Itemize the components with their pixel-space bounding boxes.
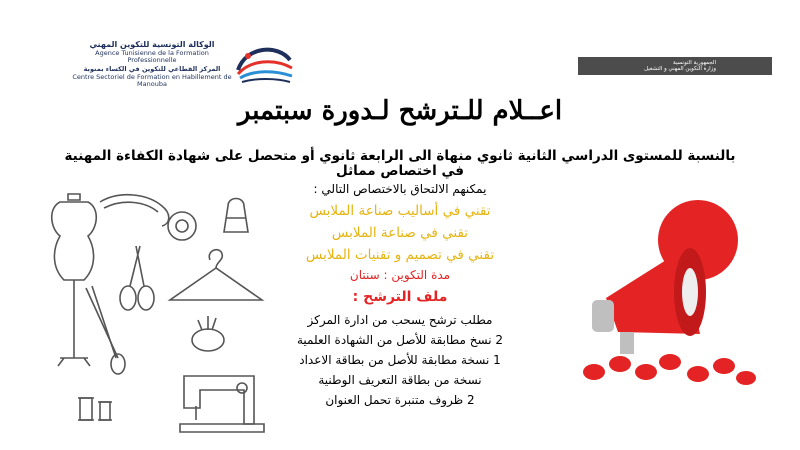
specialty-item: تقني في صناعة الملابس — [331, 225, 469, 241]
requirement-item: 2 ظروف متنبرة تحمل العنوان — [325, 393, 475, 407]
center-name-ar: المركز القطاعي للتكوين في الكساء بمنوبة — [83, 65, 221, 73]
sewing-machine-icon — [180, 376, 264, 432]
eligibility-text — [28, 149, 772, 179]
agency-text-block — [72, 40, 232, 88]
pincushion-icon — [192, 316, 224, 351]
requirement-item: 1 نسخة مطابقة للأصل من بطاقة الاعداد — [299, 353, 501, 367]
specialty-item: تقني في تصميم و تقنيات الملابس — [305, 247, 495, 263]
hanger-icon — [170, 250, 262, 300]
agency-name-fr: Agence Tunisienne de la Formation Professionnelle — [95, 49, 209, 64]
page-title: اعــلام للـترشح لـدورة سبتمبر — [237, 96, 563, 126]
long-scissors-icon — [86, 286, 125, 374]
thimble-icon — [224, 199, 248, 233]
sewing-tools-illustration — [30, 188, 280, 438]
specialty-item: تقني في أساليب صناعة الملابس — [309, 203, 491, 219]
agency-swirl-icon — [232, 40, 296, 90]
application-file-heading: ملف الترشح : — [352, 289, 448, 305]
ministry-label: وزارة التكوين المهني و التشغيل — [644, 66, 716, 72]
thread-spool-icon — [78, 398, 112, 420]
specialties-lead: يمكنهم الالتحاق بالاختصاص التالي : — [313, 182, 487, 196]
scissors-icon — [120, 246, 154, 310]
training-duration: مدة التكوين : سنتان — [349, 268, 451, 282]
eligibility-line-2: في اختصاص مماثل — [336, 163, 464, 179]
center-name-fr: Centre Sectoriel de Formation en Habillement de Manouba — [72, 73, 232, 88]
tape-measure-icon — [100, 195, 196, 240]
megaphone-illustration — [580, 188, 760, 398]
republic-label: الجمهورية التونسية — [673, 60, 716, 66]
eligibility-line-1: بالنسبة للمستوى الدراسي الثانية ثانوي منهاة الى الرابعة ثانوي أو متحصل على شهادة الكفاءة المهنية — [64, 148, 736, 164]
requirement-item: نسخة من بطاقة التعريف الوطنية — [318, 373, 482, 387]
requirement-item: 2 نسخ مطابقة للأصل من الشهادة العلمية — [296, 333, 503, 347]
small-bubbles-icon — [583, 354, 756, 385]
requirement-item: مطلب ترشح يسحب من ادارة المركز — [307, 313, 493, 327]
mannequin-icon — [52, 194, 97, 366]
megaphone-icon — [592, 248, 706, 354]
agency-logo — [72, 40, 307, 90]
agency-name-ar: الوكالة التونسية للتكوين المهني — [89, 40, 215, 49]
ministry-banner — [578, 57, 772, 75]
